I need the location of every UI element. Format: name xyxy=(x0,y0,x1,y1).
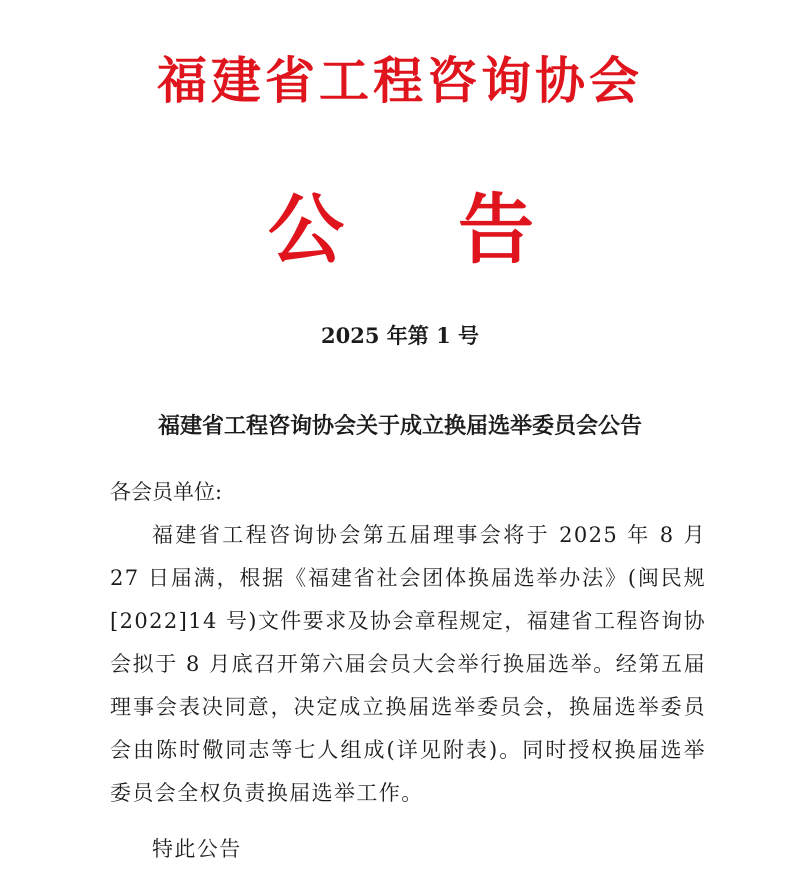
body-paragraph: 福建省工程咨询协会第五届理事会将于 2025 年 8 月 27 日届满，根据《福建省社会团体换届选举办法》(闽民规[2022]14 号)文件要求及协会章程规定，福建省工程咨询协会拟于 8 月底召开第六届会员大会举行换届选举。经第五届理事会表决同意，决定成立换届选举委员会，换届选举委员会由陈时儆同志等七人组成(详见附表)。同时授权换届选举委员会全权负责换届选举工作。 xyxy=(110,523,706,805)
closing-line: 特此公告 xyxy=(152,837,242,861)
document-type-char-1: 公 xyxy=(268,185,344,274)
document-type-char-2: 告 xyxy=(458,185,534,274)
document-type-heading xyxy=(0,180,800,280)
salutation: 各会员单位: xyxy=(110,480,223,504)
organization-header: 福建省工程咨询协会 xyxy=(157,52,643,110)
document-number: 2025 年第 1 号 xyxy=(321,323,479,348)
document-title: 福建省工程咨询协会关于成立换届选举委员会公告 xyxy=(157,413,642,439)
